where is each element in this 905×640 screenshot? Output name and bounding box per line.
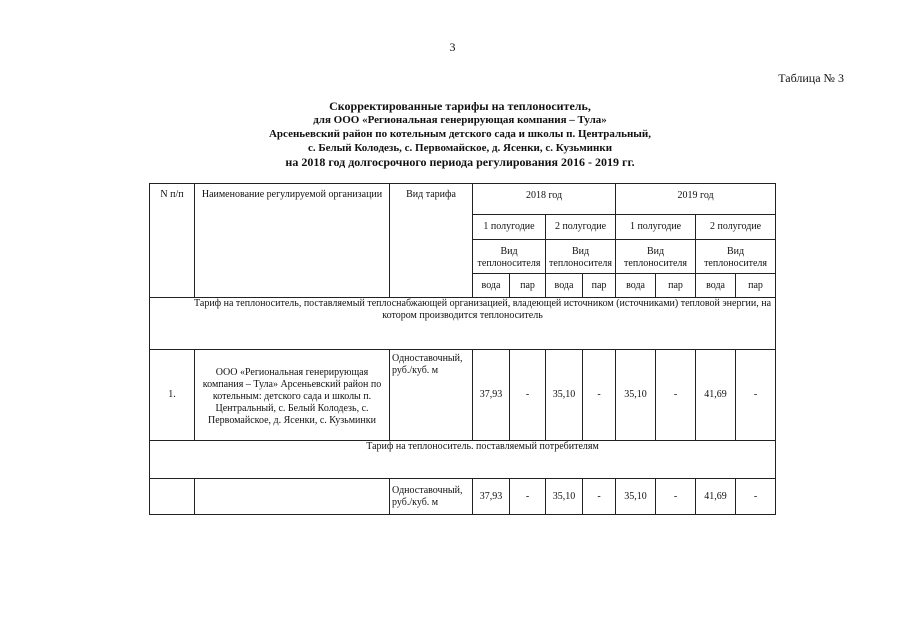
section-consumers-text: [150, 441, 776, 479]
row2-value-8: -: [736, 479, 776, 515]
header-water-3: вода: [616, 274, 656, 298]
row2-value-3: 35,10: [546, 479, 583, 515]
section-row-supplier: [150, 298, 776, 350]
table-row: [150, 350, 776, 441]
title-line-2: для ООО «Региональная генерирующая компания – Тула»: [313, 114, 607, 126]
header-water-1: вода: [473, 274, 510, 298]
table-label: Таблица № 3: [778, 71, 844, 85]
header-carrier-3: Вид теплоносителя: [616, 240, 696, 274]
section-supplier-text: [150, 298, 776, 350]
header-half-3: 1 полугодие: [616, 215, 696, 240]
row2-value-2: -: [510, 479, 546, 515]
header-num: N п/п: [150, 184, 195, 298]
header-tariff-type: Вид тарифа: [390, 184, 473, 298]
tariff-table: [149, 183, 776, 515]
row2-value-1: 37,93: [473, 479, 510, 515]
header-steam-4: пар: [736, 274, 776, 298]
row2-num: [150, 479, 195, 515]
header-steam-2: пар: [583, 274, 616, 298]
section-supplier-label: Тариф на теплоноситель, поставляемый теплоснабжающей организацией, владеющей источником (источниками) тепловой энергии, на котором производится теплоноситель: [194, 298, 772, 321]
header-water-2: вода: [546, 274, 583, 298]
header-steam-3: пар: [656, 274, 696, 298]
row1-org: ООО «Региональная генерирующая компания – Тула» Арсеньевский район по котельным: детского сада и школы п. Центральный, с. Белый Колодезь, с. Первомайское, д. Ясенки, с. Кузьминки: [195, 350, 390, 441]
row1-value-6: -: [656, 350, 696, 441]
row1-value-7: 41,69: [696, 350, 736, 441]
row2-value-5: 35,10: [616, 479, 656, 515]
row2-tariff-type: Одноставочный, руб./куб. м: [390, 479, 473, 515]
header-carrier-4: Вид теплоносителя: [696, 240, 776, 274]
document-title: [150, 99, 770, 169]
row1-value-4: -: [583, 350, 616, 441]
header-year-2018: 2018 год: [473, 184, 616, 215]
row1-num: 1.: [150, 350, 195, 441]
header-carrier-2: Вид теплоносителя: [546, 240, 616, 274]
row2-org: [195, 479, 390, 515]
table-row: [150, 479, 776, 515]
title-line-3: Арсеньевский район по котельным детского сада и школы п. Центральный,: [268, 128, 651, 140]
header-carrier-1: Вид теплоносителя: [473, 240, 546, 274]
row1-value-8: -: [736, 350, 776, 441]
row1-value-3: 35,10: [546, 350, 583, 441]
header-half-4: 2 полугодие: [696, 215, 776, 240]
header-half-2: 2 полугодие: [546, 215, 616, 240]
row1-tariff-type: Одноставочный, руб./куб. м: [390, 350, 473, 441]
row1-value-5: 35,10: [616, 350, 656, 441]
header-year-2019: 2019 год: [616, 184, 776, 215]
header-steam-1: пар: [510, 274, 546, 298]
section-consumers-label: Тариф на теплоноситель. поставляемый потребителям: [366, 441, 599, 452]
page-number: 3: [449, 40, 456, 54]
title-line-1: Скорректированные тарифы на теплоноситель,: [329, 99, 591, 113]
header-half-1: 1 полугодие: [473, 215, 546, 240]
header-org: Наименование регулируемой организации: [195, 184, 390, 298]
title-line-5: на 2018 год долгосрочного периода регулирования 2016 - 2019 гг.: [285, 155, 635, 169]
row1-value-1: 37,93: [473, 350, 510, 441]
section-row-consumers: [150, 441, 776, 479]
row2-value-4: -: [583, 479, 616, 515]
row2-value-6: -: [656, 479, 696, 515]
title-line-4: с. Белый Колодезь, с. Первомайское, д. Ясенки, с. Кузьминки: [307, 142, 613, 154]
row1-value-2: -: [510, 350, 546, 441]
header-row-years: [150, 184, 776, 215]
row2-value-7: 41,69: [696, 479, 736, 515]
header-water-4: вода: [696, 274, 736, 298]
